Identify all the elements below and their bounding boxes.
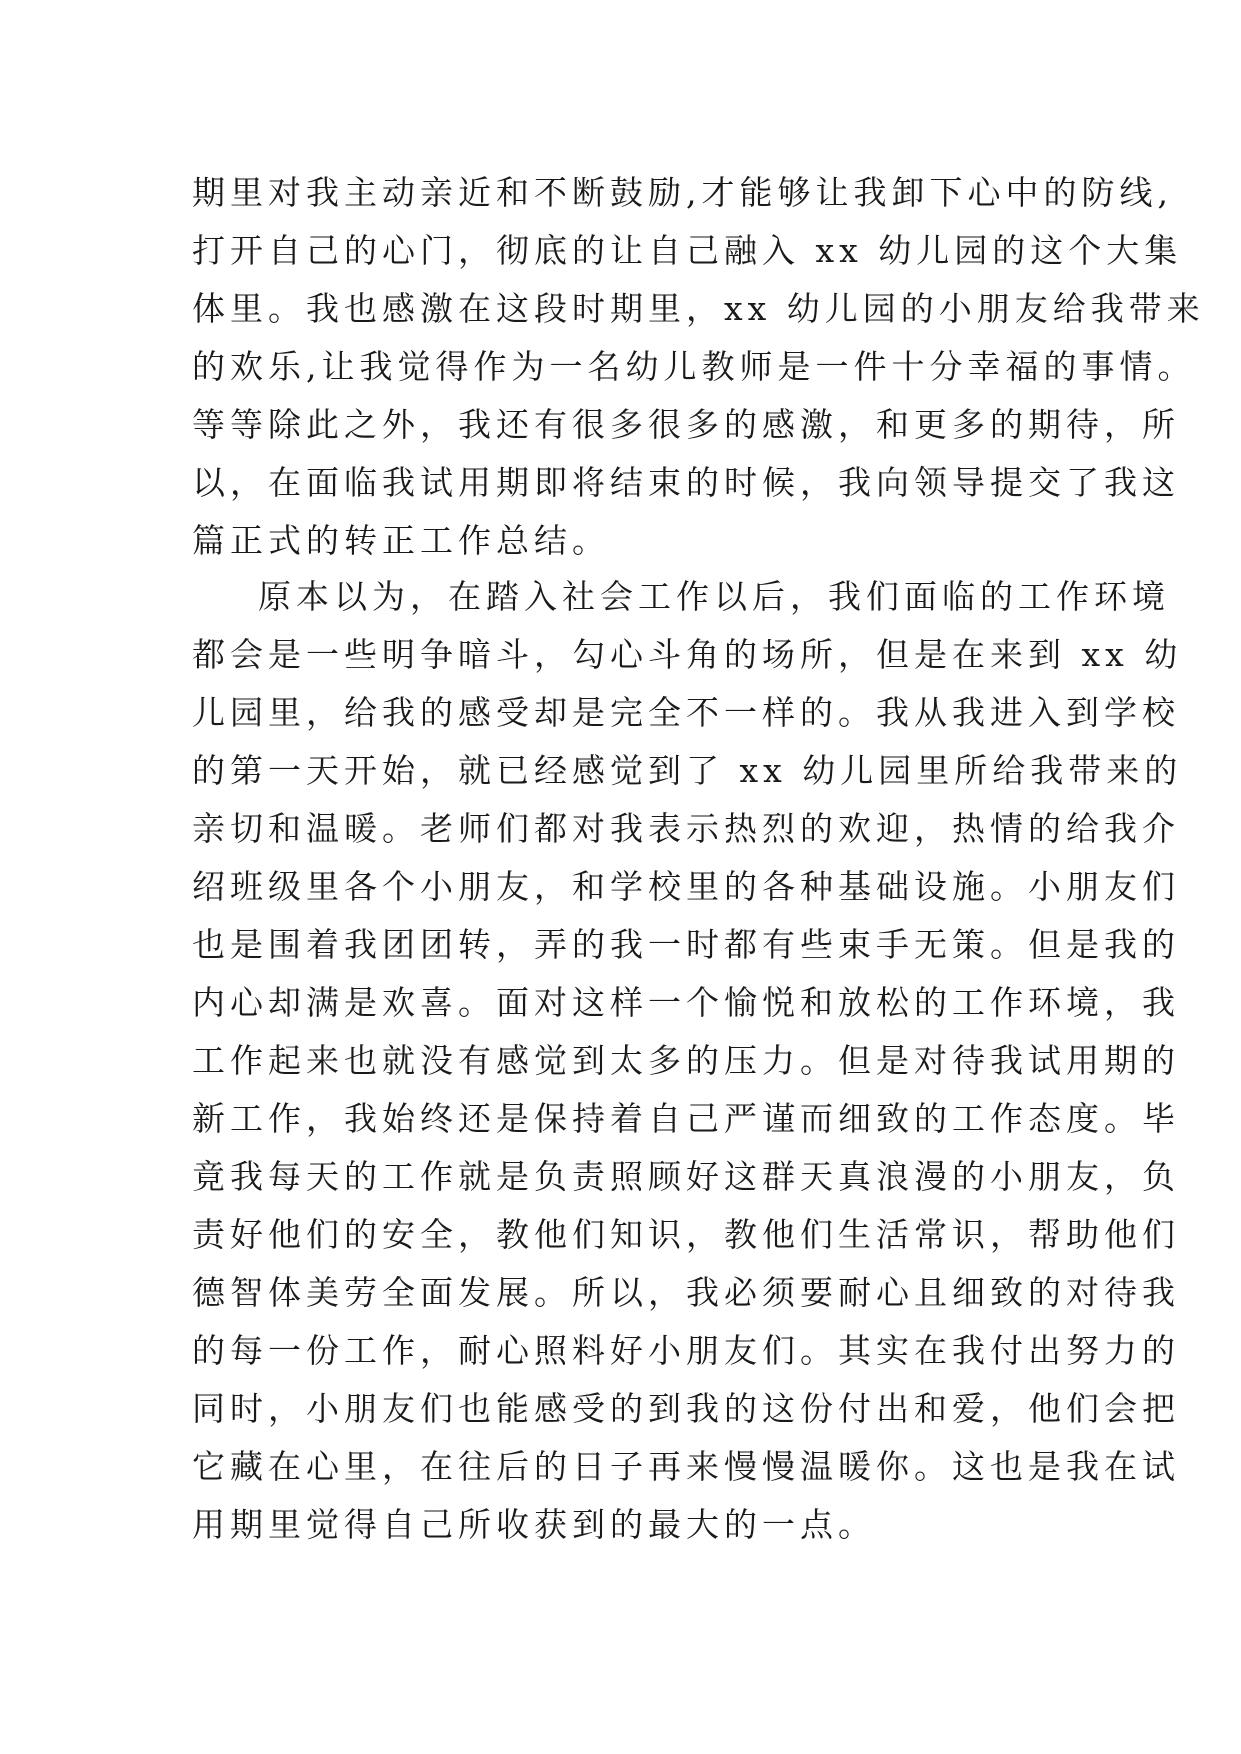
paragraph-line: 体里。我也感激在这段时期里，xx 幼儿园的小朋友给我带来 [192, 289, 1205, 328]
paragraph-line: 也是围着我团团转，弄的我一时都有些束手无策。但是我的 [192, 925, 1180, 964]
paragraph-line: 责好他们的安全，教他们知识，教他们生活常识，帮助他们 [192, 1215, 1180, 1254]
paragraph-line: 德智体美劳全面发展。所以，我必须要耐心且细致的对待我 [192, 1273, 1180, 1312]
paragraph-line: 的欢乐,让我觉得作为一名幼儿教师是一件十分幸福的事情。 [192, 347, 1196, 386]
paragraph-line: 亲切和温暖。老师们都对我表示热烈的欢迎，热情的给我介 [192, 809, 1180, 848]
paragraph-line: 期里对我主动亲近和不断鼓励,才能够让我卸下心中的防线, [192, 173, 1173, 212]
paragraph-line: 新工作，我始终还是保持着自己严谨而细致的工作态度。毕 [192, 1099, 1180, 1138]
paragraph-line: 原本以为，在踏入社会工作以后，我们面临的工作环境 [258, 577, 1170, 616]
paragraph-line: 儿园里，给我的感受却是完全不一样的。我从我进入到学校 [192, 693, 1180, 732]
paragraph-line: 同时，小朋友们也能感受的到我的这份付出和爱，他们会把 [192, 1389, 1180, 1428]
paragraph-line: 都会是一些明争暗斗，勾心斗角的场所，但是在来到 xx 幼 [192, 635, 1183, 674]
paragraph-line: 打开自己的心门，彻底的让自己融入 xx 幼儿园的这个大集 [192, 231, 1183, 270]
paragraph-2 [192, 568, 1183, 1554]
paragraph-line: 用期里觉得自己所收获到的最大的一点。 [192, 1505, 876, 1544]
paragraph-line: 竟我每天的工作就是负责照顾好这群天真浪漫的小朋友，负 [192, 1157, 1180, 1196]
paragraph-line: 的第一天开始，就已经感觉到了 xx 幼儿园里所给我带来的 [192, 751, 1183, 790]
paragraph-line: 以，在面临我试用期即将结束的时候，我向领导提交了我这 [192, 463, 1180, 502]
paragraph-1 [192, 164, 1205, 570]
paragraph-line: 内心却满是欢喜。面对这样一个愉悦和放松的工作环境，我 [192, 983, 1180, 1022]
paragraph-line: 它藏在心里，在往后的日子再来慢慢温暖你。这也是我在试 [192, 1447, 1180, 1486]
paragraph-line: 等等除此之外，我还有很多很多的感激，和更多的期待，所 [192, 405, 1180, 444]
paragraph-line: 篇正式的转正工作总结。 [192, 521, 610, 560]
paragraph-line: 绍班级里各个小朋友，和学校里的各种基础设施。小朋友们 [192, 867, 1180, 906]
paragraph-line: 的每一份工作，耐心照料好小朋友们。其实在我付出努力的 [192, 1331, 1180, 1370]
paragraph-line: 工作起来也就没有感觉到太多的压力。但是对待我试用期的 [192, 1041, 1180, 1080]
